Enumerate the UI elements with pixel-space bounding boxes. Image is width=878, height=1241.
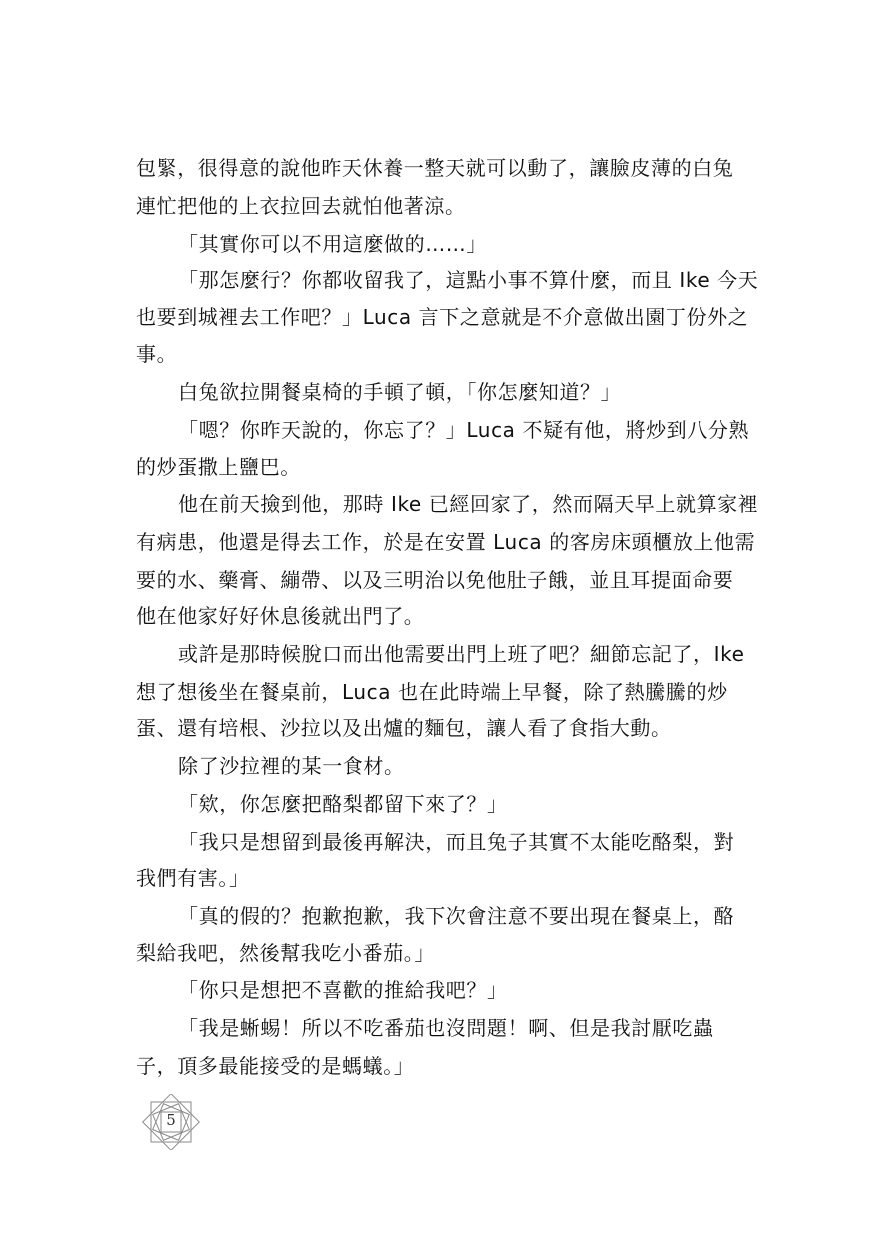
text-line: 想了想後坐在餐桌前，Luca 也在此時端上早餐，除了熱騰騰的炒: [136, 680, 728, 704]
text-line: 「嗯？你昨天說的，你忘了？」Luca 不疑有他，將炒到八分熟: [178, 418, 750, 442]
text-line: 「其實你可以不用這麼做的……」: [178, 232, 487, 256]
text-line: 「我只是想留到最後再解決，而且兔子其實不太能吃酪梨，對: [178, 830, 735, 854]
text-line: 我們有害。」: [136, 866, 250, 890]
text-line: 子，頂多最能接受的是螞蟻。」: [136, 1054, 415, 1078]
text-line: 「你只是想把不喜歡的推給我吧？」: [178, 978, 508, 1002]
page-number-ornament: [138, 1094, 204, 1150]
text-line: 梨給我吧，然後幫我吃小番茄。」: [136, 941, 435, 965]
text-line: 「真的假的？抱歉抱歉，我下次會注意不要出現在餐桌上，酪: [178, 904, 735, 928]
text-line: 「我是蜥蜴！所以不吃番茄也沒問題！啊、但是我討厭吃蟲: [178, 1016, 714, 1040]
text-line: 事。: [136, 342, 178, 366]
text-line: 有病患，他還是得去工作，於是在安置 Luca 的客房床頭櫃放上他需: [136, 530, 756, 554]
text-line: 連忙把他的上衣拉回去就怕他著涼。: [136, 194, 466, 218]
text-line: 白兔欲拉開餐桌椅的手頓了頓，「你怎麼知道？」: [178, 380, 622, 404]
text-line: 「那怎麼行？你都收留我了，這點小事不算什麼，而且 Ike 今天: [178, 268, 759, 292]
text-line: 他在他家好好休息後就出門了。: [136, 604, 425, 628]
text-line: 或許是那時候脫口而出他需要出門上班了吧？細節忘記了，Ike: [178, 642, 745, 666]
page-number: 5: [166, 1111, 176, 1129]
text-line: 除了沙拉裡的某一食材。: [178, 754, 405, 778]
text-line: 要的水、藥膏、繃帶、以及三明治以免他肚子餓，並且耳提面命要: [136, 568, 734, 592]
text-line: 「欸，你怎麼把酪梨都留下來了？」: [178, 792, 508, 816]
text-line: 蛋、還有培根、沙拉以及出爐的麵包，讓人看了食指大動。: [136, 716, 672, 740]
text-line: 他在前天撿到他，那時 Ike 已經回家了，然而隔天早上就算家裡: [178, 492, 759, 516]
text-line: 的炒蛋撒上鹽巴。: [136, 455, 301, 479]
text-line: 也要到城裡去工作吧？」Luca 言下之意就是不介意做出園丁份外之: [136, 305, 749, 329]
text-line: 包緊，很得意的說他昨天休養一整天就可以動了，讓臉皮薄的白兔: [136, 156, 734, 180]
